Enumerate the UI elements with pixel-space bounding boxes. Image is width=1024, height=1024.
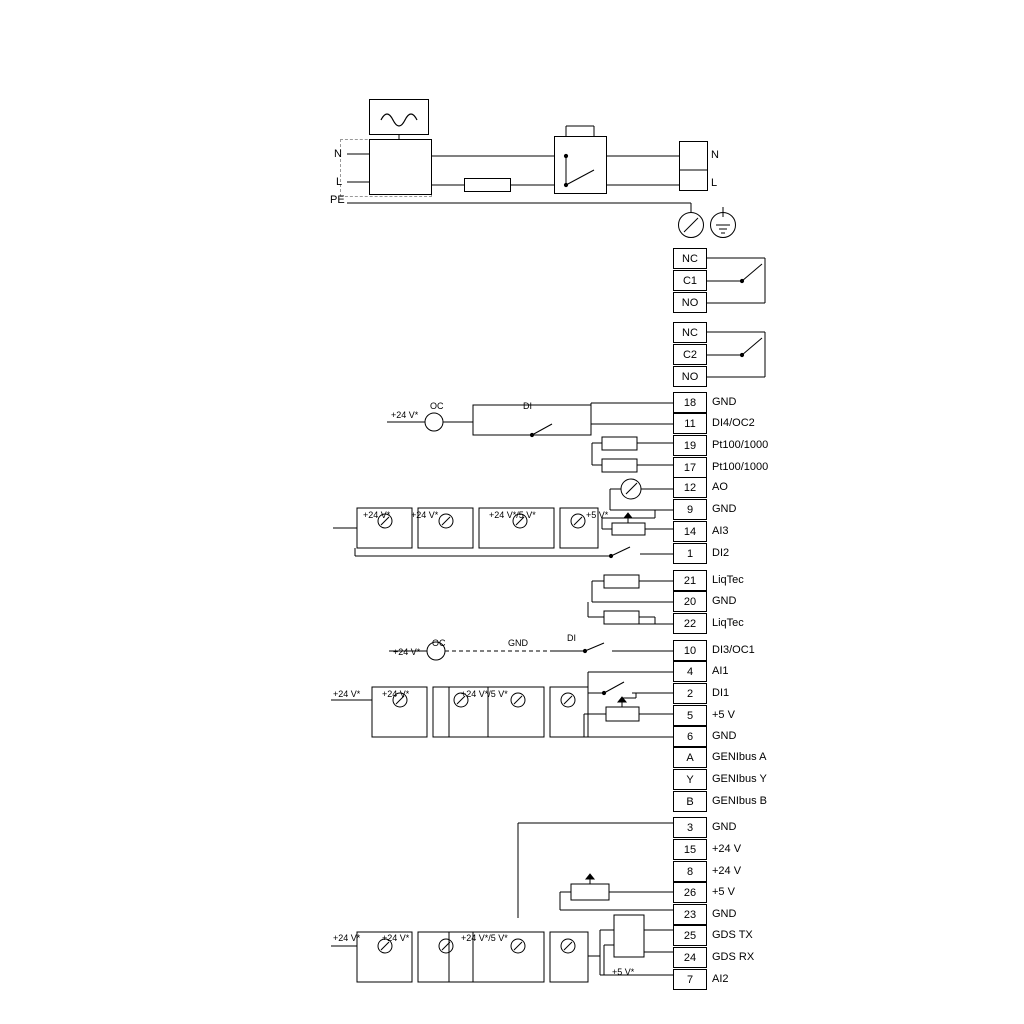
terminal-9: 9 xyxy=(673,499,707,520)
terminal-26-label: +5 V xyxy=(712,886,735,898)
terminal-7: 7 xyxy=(673,969,707,990)
annotation-di-mid: DI xyxy=(567,633,576,643)
relay1-terminal-nc: NC xyxy=(673,248,707,269)
terminal-1-label: DI2 xyxy=(712,547,730,559)
terminal-19-label: Pt100/1000 xyxy=(712,439,769,451)
annotation-24v-a: +24 V* xyxy=(391,410,419,420)
terminal-4: 4 xyxy=(673,661,707,682)
mains-switch-box xyxy=(554,136,607,194)
annotation-24v-b: +24 V* xyxy=(363,510,391,520)
emc-filter-box xyxy=(369,139,432,195)
relay1-terminal-c1: C1 xyxy=(673,270,707,291)
terminal-23-label: GND xyxy=(712,908,737,920)
terminal-21: 21 xyxy=(673,570,707,591)
terminal-20: 20 xyxy=(673,591,707,612)
annotation-5v-b: +5 V* xyxy=(612,967,635,977)
terminal-22-label: LiqTec xyxy=(712,617,744,629)
terminal-10-label: DI3/OC1 xyxy=(712,644,755,656)
terminal-12-label: AO xyxy=(712,481,728,493)
terminal-25: 25 xyxy=(673,925,707,946)
terminal-20-label: GND xyxy=(712,595,737,607)
terminal-3: 3 xyxy=(673,817,707,838)
mains-output-terminal-box xyxy=(679,141,708,191)
terminal-3-label: GND xyxy=(712,821,737,833)
terminal-15-label: +24 V xyxy=(712,843,742,855)
mains-n-label: N xyxy=(334,148,342,160)
terminal-9-label: GND xyxy=(712,503,737,515)
terminal-14-label: AI3 xyxy=(712,525,729,537)
terminal-y-label: GENIbus Y xyxy=(712,773,767,785)
terminal-4-label: AI1 xyxy=(712,665,729,677)
terminal-22: 22 xyxy=(673,613,707,634)
terminal-8-label: +24 V xyxy=(712,865,742,877)
terminal-14: 14 xyxy=(673,521,707,542)
fuse-symbol xyxy=(464,178,511,192)
mains-l-label: L xyxy=(336,176,343,188)
annotation-oc-2: OC xyxy=(430,401,444,411)
terminal-12: 12 xyxy=(673,477,707,498)
terminal-26: 26 xyxy=(673,882,707,903)
annotation-24v-5v-c: +24 V*/5 V* xyxy=(461,933,508,943)
annotation-gnd-mid: GND xyxy=(508,638,528,648)
terminal-17-label: Pt100/1000 xyxy=(712,461,769,473)
terminal-a: A xyxy=(673,747,707,768)
terminal-11: 11 xyxy=(673,413,707,434)
relay2-terminal-c2: C2 xyxy=(673,344,707,365)
annotation-24v-5v-a: +24 V*/5 V* xyxy=(489,510,536,520)
terminal-11-label: DI4/OC2 xyxy=(712,417,755,429)
terminal-7-label: AI2 xyxy=(712,973,729,985)
terminal-b-label: GENIbus B xyxy=(712,795,768,807)
annotation-24v-f: +24 V* xyxy=(382,689,410,699)
sine-filter-box xyxy=(369,99,429,135)
terminal-8: 8 xyxy=(673,861,707,882)
terminal-1: 1 xyxy=(673,543,707,564)
annotation-di-top: DI xyxy=(523,401,532,411)
terminal-18-label: GND xyxy=(712,396,737,408)
terminal-24: 24 xyxy=(673,947,707,968)
terminal-17: 17 xyxy=(673,457,707,478)
terminal-b: B xyxy=(673,791,707,812)
terminal-y: Y xyxy=(673,769,707,790)
mains-out-l-label: L xyxy=(711,177,718,189)
terminal-19: 19 xyxy=(673,435,707,456)
mains-out-n-label: N xyxy=(711,149,719,161)
terminal-6: 6 xyxy=(673,726,707,747)
terminal-2-label: DI1 xyxy=(712,687,730,699)
terminal-2: 2 xyxy=(673,683,707,704)
relay2-terminal-nc: NC xyxy=(673,322,707,343)
annotation-24v-h: +24 V* xyxy=(382,933,410,943)
terminal-6-label: GND xyxy=(712,730,737,742)
terminal-5: 5 xyxy=(673,705,707,726)
annotation-oc-1: OC xyxy=(432,638,446,648)
terminal-25-label: GDS TX xyxy=(712,929,753,941)
annotation-24v-g: +24 V* xyxy=(333,933,361,943)
annotation-24v-c: +24 V* xyxy=(411,510,439,520)
terminal-21-label: LiqTec xyxy=(712,574,744,586)
mains-pe-label: PE xyxy=(330,194,345,206)
annotation-24v-d: +24 V* xyxy=(393,647,421,657)
terminal-5-label: +5 V xyxy=(712,709,735,721)
terminal-24-label: GDS RX xyxy=(712,951,755,963)
pe-terminal-circle xyxy=(678,212,704,238)
relay2-terminal-no: NO xyxy=(673,366,707,387)
terminal-18: 18 xyxy=(673,392,707,413)
terminal-23: 23 xyxy=(673,904,707,925)
relay1-terminal-no: NO xyxy=(673,292,707,313)
annotation-24v-5v-b: +24 V*/5 V* xyxy=(461,689,508,699)
terminal-a-label: GENIbus A xyxy=(712,751,767,763)
terminal-10: 10 xyxy=(673,640,707,661)
terminal-15: 15 xyxy=(673,839,707,860)
earth-ground-circle xyxy=(710,212,736,238)
annotation-5v-a: +5 V* xyxy=(586,510,609,520)
annotation-24v-e: +24 V* xyxy=(333,689,361,699)
